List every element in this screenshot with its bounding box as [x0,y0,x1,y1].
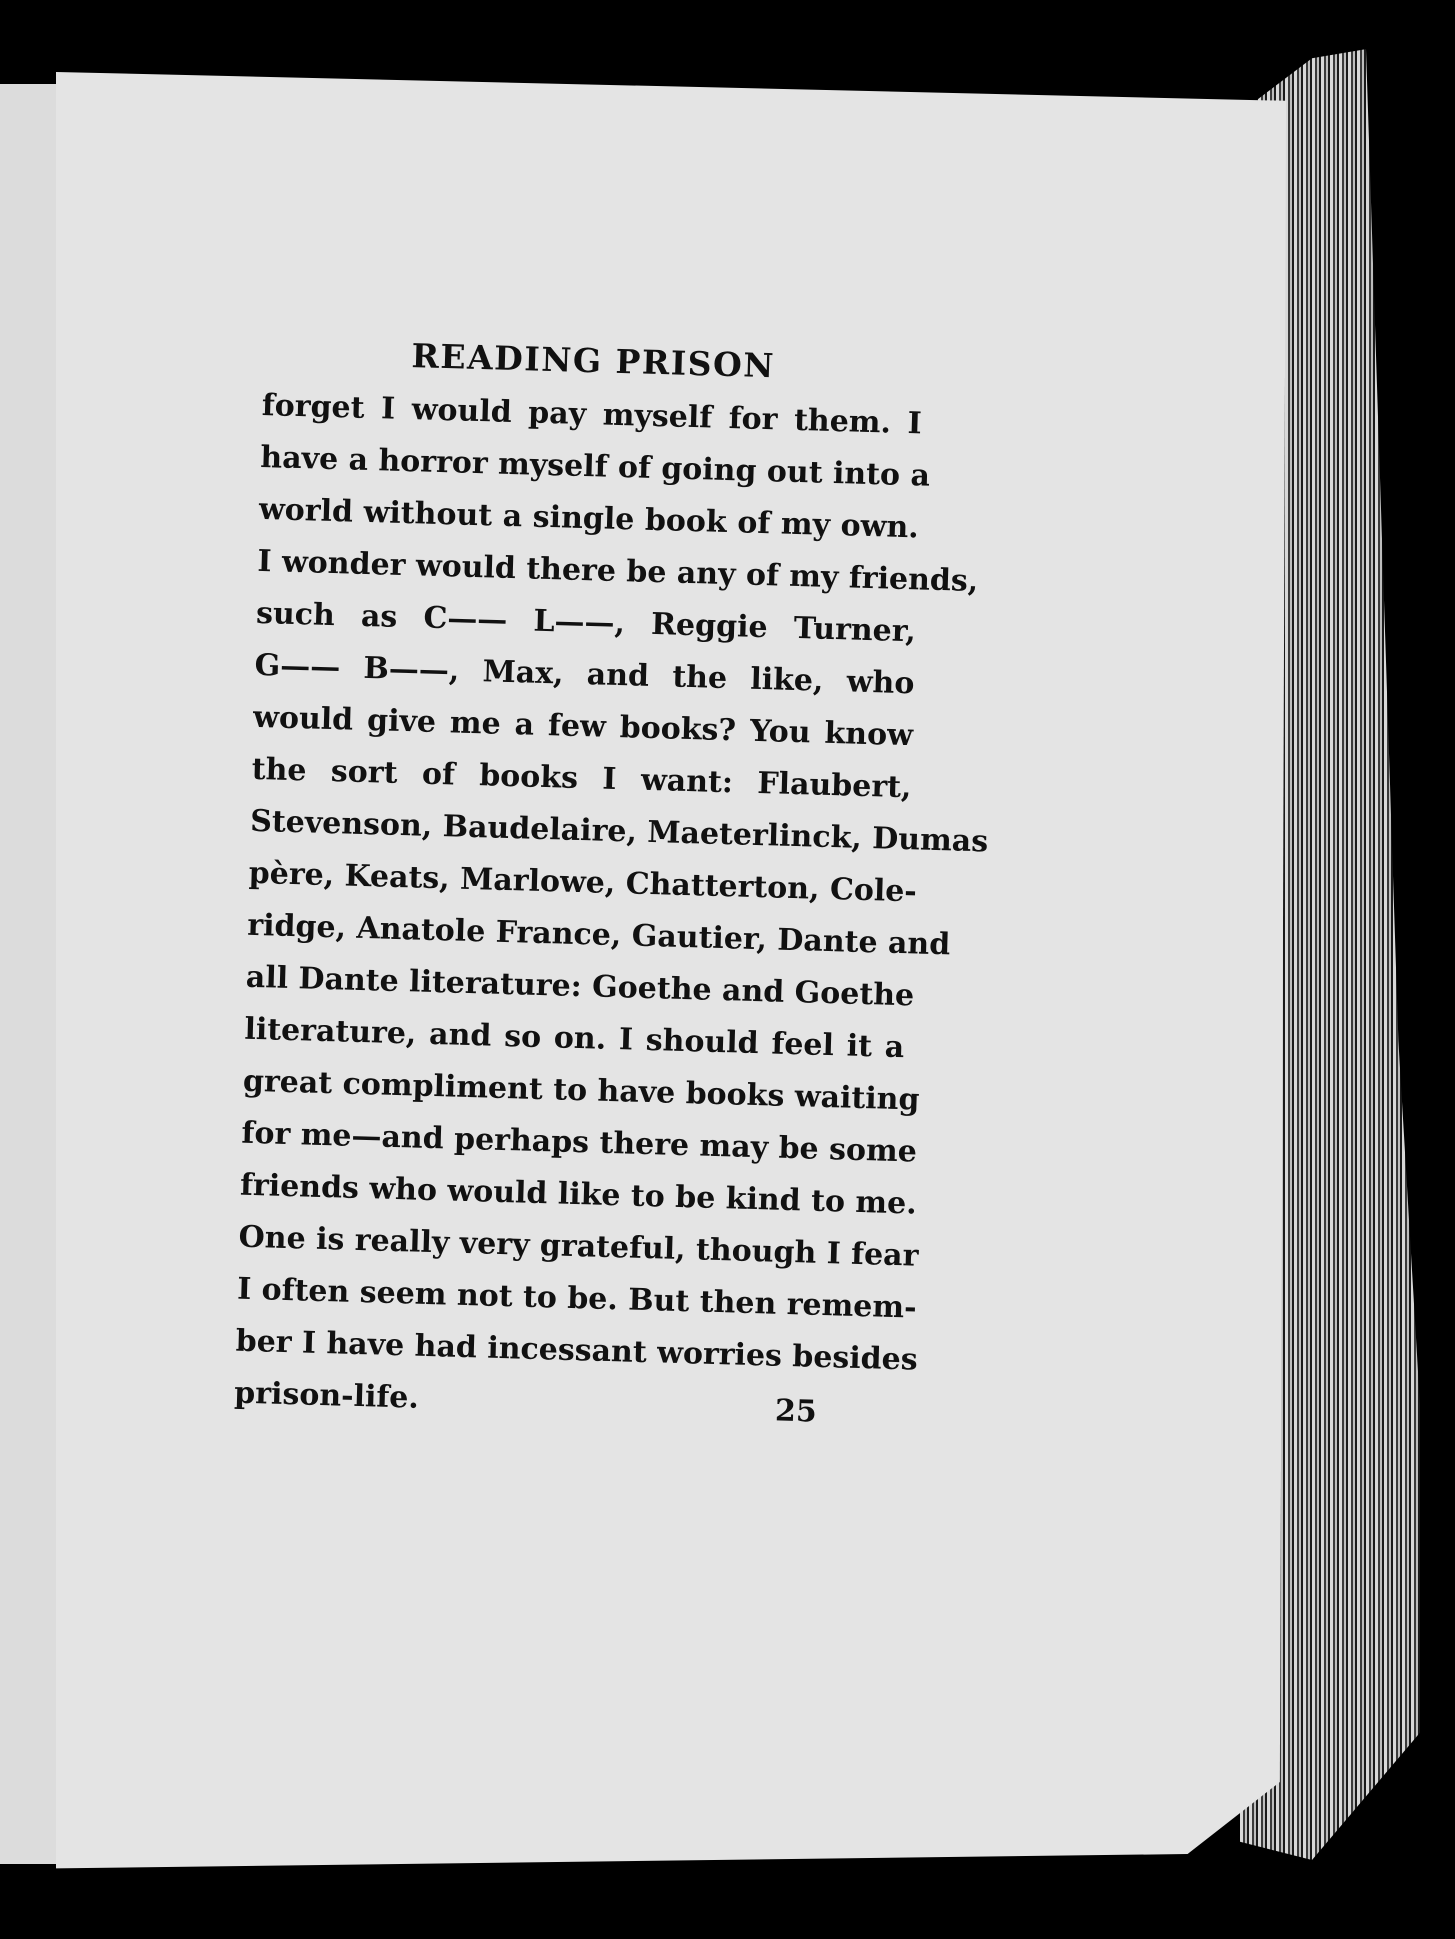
text-line: have a horror myself of going out into a [259,439,931,494]
text-line: literature, and so on. I should feel it a [243,1011,905,1066]
text-line: forget I would pay myself for them. I [261,387,923,442]
text-line: great compliment to have books waiting [242,1063,920,1118]
text-line: world without a single book of my own. [258,491,920,546]
text-line: I wonder would there be any of my friends, [257,543,979,600]
text-line: would give me a few books? You know [252,699,914,754]
text-line: Stevenson, Baudelaire, Maeterlinck, Dumas [249,803,989,860]
page-number: 25 [774,1393,818,1430]
text-line: for me—and perhaps there may be some [241,1115,918,1170]
text-line: prison-life. [233,1375,420,1416]
text-line: I often seem not to be. But then remem- [236,1271,918,1326]
text-line: ridge, Anatole France, Gautier, Dante and [246,907,951,963]
text-line: ber I have had incessant worries besides [235,1323,919,1378]
text-line: the sort of books I want: Flaubert, [251,751,912,806]
text-line: all Dante literature: Goethe and Goethe [245,959,915,1014]
text-line: friends who would like to be kind to me. [239,1167,918,1222]
text-line: G—— B——, Max, and the like, who [254,647,915,702]
text-line: One is really very grateful, though I fear [238,1219,919,1274]
text-line: père, Keats, Marlowe, Chatterton, Cole- [248,855,918,910]
facing-page-edge [0,84,63,1864]
body-text [233,380,989,1438]
text-line: such as C—— L——, Reggie Turner, [255,595,917,650]
running-head: READING PRISON [411,336,776,386]
page-text [233,330,989,1438]
